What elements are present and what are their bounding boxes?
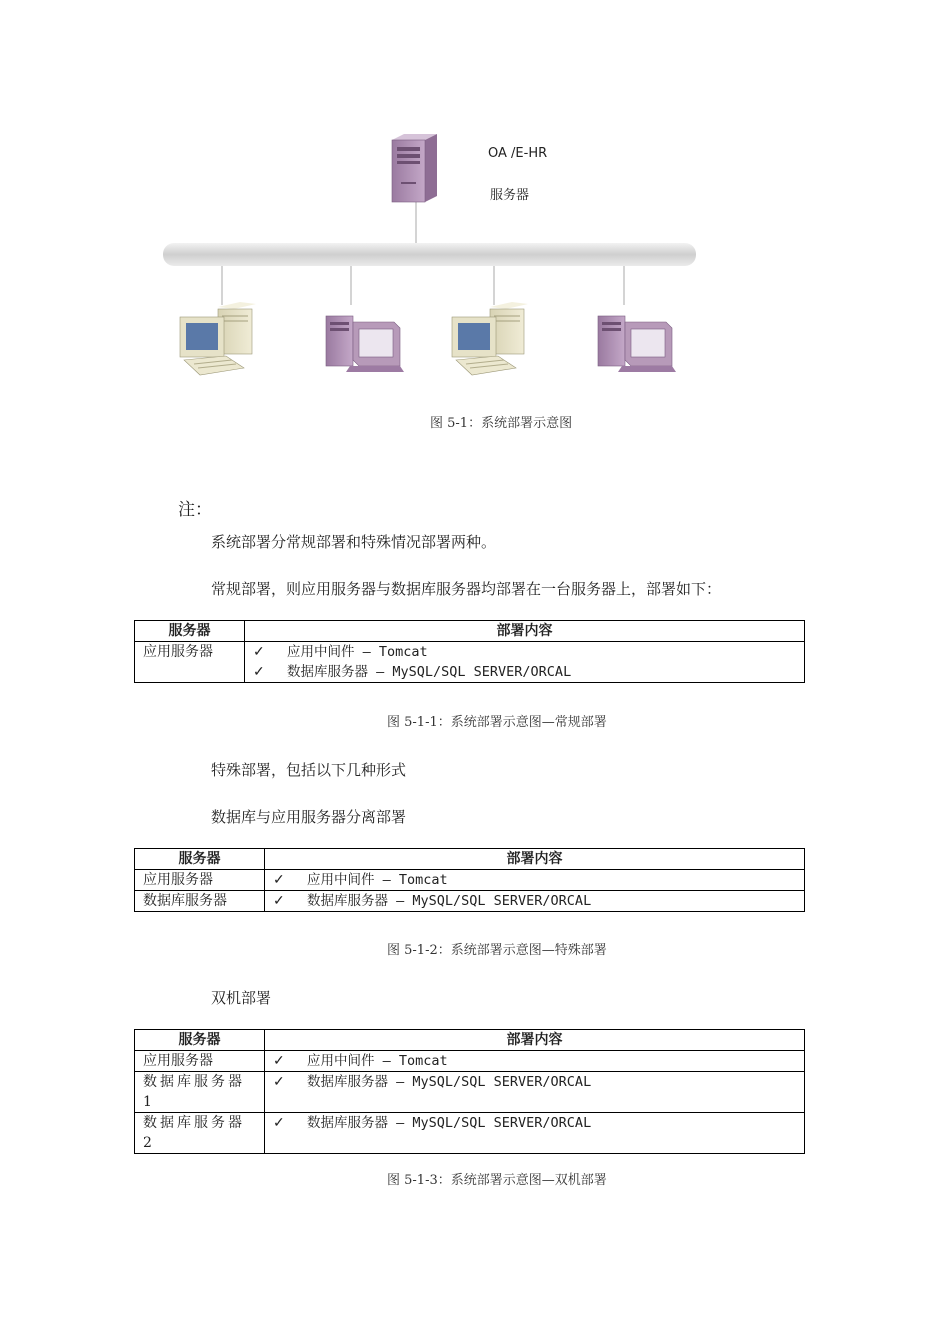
table-row: [135, 891, 805, 912]
table-row: [135, 870, 805, 891]
server-subtitle: 服务器: [490, 188, 530, 203]
deployment-item: 应用中间件 – Tomcat: [307, 1053, 448, 1069]
deployment-item: 数据库服务器 – MySQL/SQL SERVER/ORCAL: [307, 1074, 592, 1090]
paragraph: 特殊部署，包括以下几种形式: [211, 761, 407, 779]
table-header: 部署内容: [265, 849, 805, 870]
server-cell: 应用服务器: [135, 870, 265, 891]
content-cell: [265, 1072, 805, 1113]
note-label: 注：: [178, 500, 212, 520]
check-icon: ✓: [273, 1074, 285, 1090]
server-tower-icon: [392, 134, 437, 202]
workstation-icon: [326, 316, 404, 372]
content-cell: [265, 1051, 805, 1072]
paragraph: 常规部署，则应用服务器与数据库服务器均部署在一台服务器上，部署如下：: [211, 580, 722, 598]
deployment-item: 应用中间件 – Tomcat: [307, 872, 448, 888]
network-bus-icon: [163, 243, 696, 266]
table-header: 服务器: [135, 849, 265, 870]
table-row: [135, 642, 805, 683]
table-header: 部署内容: [265, 1030, 805, 1051]
table-header: 服务器: [135, 1030, 265, 1051]
check-icon: ✓: [273, 872, 285, 888]
table-header: 部署内容: [245, 621, 805, 642]
server-cell: 数据库服务器: [135, 891, 265, 912]
table-row: [135, 1072, 805, 1113]
deployment-item: 数据库服务器 – MySQL/SQL SERVER/ORCAL: [307, 1115, 592, 1131]
check-icon: ✓: [273, 1053, 285, 1069]
paragraph: 系统部署分常规部署和特殊情况部署两种。: [211, 533, 497, 551]
deployment-item: 数据库服务器 – MySQL/SQL SERVER/ORCAL: [287, 664, 572, 680]
deployment-table: [134, 620, 805, 683]
network-diagram: [0, 0, 950, 400]
table-caption: 图 5-1-1：系统部署示意图—常规部署: [387, 715, 607, 730]
paragraph: 双机部署: [211, 989, 272, 1007]
paragraph: 数据库与应用服务器分离部署: [211, 808, 407, 826]
content-cell: [265, 1113, 805, 1154]
content-cell: [265, 870, 805, 891]
deployment-table: [134, 1029, 805, 1154]
content-cell: [245, 642, 805, 683]
workstation-icon: [180, 302, 256, 375]
server-cell: 数据库服务器 1: [135, 1072, 265, 1113]
check-icon: ✓: [273, 1115, 285, 1131]
workstation-icon: [598, 316, 676, 372]
check-icon: ✓: [253, 664, 265, 680]
server-cell: 应用服务器: [135, 642, 245, 683]
table-row: [135, 1051, 805, 1072]
deployment-item: 应用中间件 – Tomcat: [287, 644, 428, 660]
deployment-item: 数据库服务器 – MySQL/SQL SERVER/ORCAL: [307, 893, 592, 909]
table-row: [135, 1113, 805, 1154]
server-title: OA /E-HR: [488, 146, 548, 161]
server-cell: 应用服务器: [135, 1051, 265, 1072]
content-cell: [265, 891, 805, 912]
table-caption: 图 5-1-3：系统部署示意图—双机部署: [387, 1173, 607, 1188]
table-header: 服务器: [135, 621, 245, 642]
server-cell: 数据库服务器 2: [135, 1113, 265, 1154]
table-caption: 图 5-1-2：系统部署示意图—特殊部署: [387, 943, 607, 958]
check-icon: ✓: [273, 893, 285, 909]
figure-caption: 图 5-1：系统部署示意图: [430, 416, 573, 431]
workstation-icon: [452, 302, 528, 375]
deployment-table: [134, 848, 805, 912]
check-icon: ✓: [253, 644, 265, 660]
